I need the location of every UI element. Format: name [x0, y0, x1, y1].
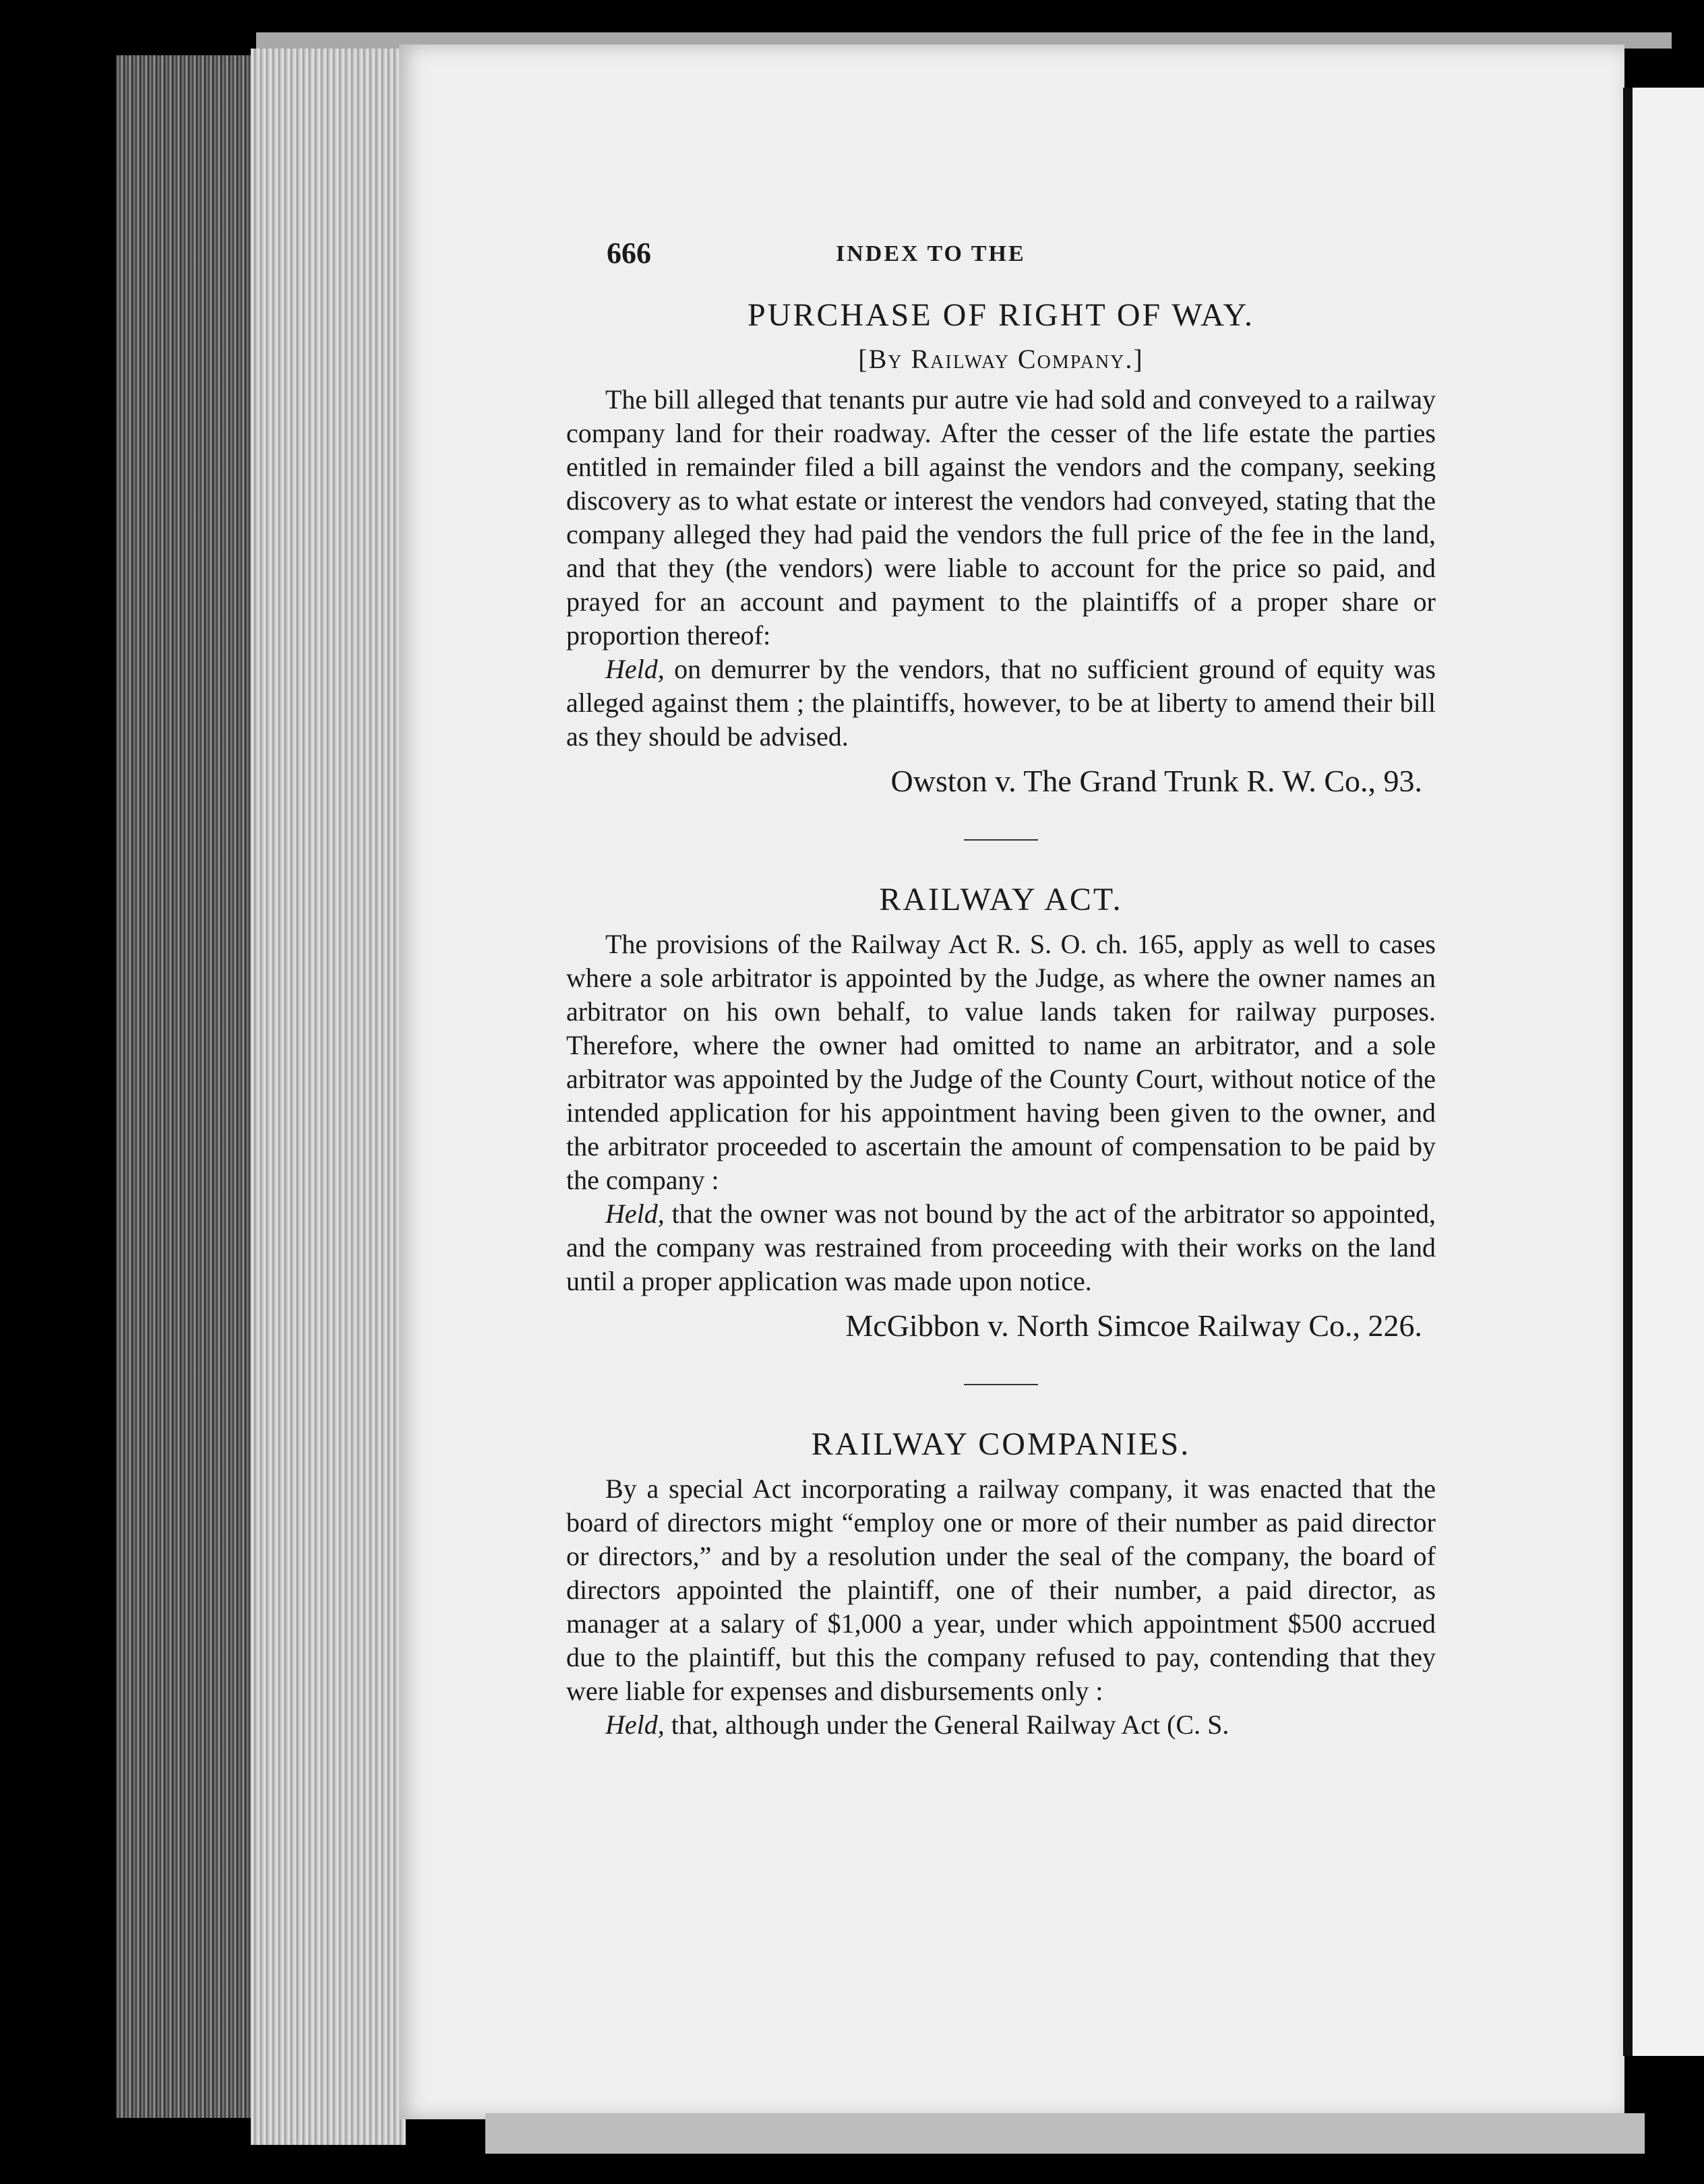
- section-railway-companies: [566, 1426, 1436, 1742]
- page-header: [566, 236, 1436, 297]
- section-purchase-right-of-way: [566, 297, 1436, 799]
- section-paragraph: The bill alleged that tenants pur autre vie had sold and conveyed to a railway company land for their roadway. After the cesser of the life estate the parties entitled in remainder filed a bill against the vendors and the company, seeking discovery as to what estate or interest the vendors had conveyed, stating that the company alleged they had paid the vendors the full price of the fee in the land, and that they (the vendors) were liable to account for the price so paid, and prayed for an account and payment to the plaintiffs of a proper share or proportion thereof:: [566, 384, 1436, 650]
- section-divider: [964, 1384, 1038, 1385]
- held-label: Held,: [605, 1199, 665, 1229]
- book-page-edges-light: [251, 49, 406, 2145]
- held-paragraph: [566, 653, 1436, 754]
- section-railway-act: [566, 881, 1436, 1343]
- section-title: PURCHASE OF RIGHT OF WAY.: [747, 297, 1255, 333]
- section-title: RAILWAY COMPANIES.: [811, 1426, 1191, 1462]
- section-title: RAILWAY ACT.: [879, 882, 1123, 917]
- held-label: Held,: [605, 1709, 665, 1740]
- section-divider: [964, 839, 1038, 841]
- section-subtitle: [By Railway Company.]: [858, 344, 1144, 374]
- held-paragraph: [566, 1197, 1436, 1298]
- case-citation: Owston v. The Grand Trunk R. W. Co., 93.: [890, 764, 1422, 798]
- held-text: that the owner was not bound by the act of the arbitrator so appointed, and the company was restrained from proceeding with their works on the land until a proper application was made upon notice.: [566, 1199, 1436, 1296]
- page-number: 666: [607, 237, 651, 270]
- book-bottom-edge: [485, 2113, 1645, 2154]
- page-content: [566, 236, 1436, 1742]
- held-label: Held,: [605, 654, 665, 684]
- case-citation: McGibbon v. North Simcoe Railway Co., 226.: [845, 1308, 1422, 1343]
- book-page-edges-dark: [116, 55, 251, 2118]
- running-head: INDEX TO THE: [836, 241, 1026, 266]
- section-paragraph: By a special Act incorporating a railway company, it was enacted that the board of directors might “employ one or more of their number as paid director or directors,” and by a resolution under the seal of the company, the board of directors appointed the plaintiff, one of their number, a paid director, as manager at a salary of $1,000 a year, under which appointment $500 accrued due to the plaintiff, but this the company refused to pay, contending that they were liable for expenses and disbursements only :: [566, 1474, 1436, 1706]
- section-paragraph: The provisions of the Railway Act R. S. O. ch. 165, apply as well to cases where a sole arbitrator is appointed by the Judge, as where the owner names an arbitrator on his own behalf, to value lands taken for railway purposes. Therefore, where the owner had omitted to name an arbitrator, and a sole arbitrator was appointed by the Judge of the County Court, without notice of the intended application for his appointment having been given to the owner, and the arbitrator proceeded to ascertain the amount of compensation to be paid by the company :: [566, 929, 1436, 1195]
- held-paragraph: [566, 1708, 1436, 1742]
- held-text: on demurrer by the vendors, that no sufficient ground of equity was alleged against them ; the plaintiffs, however, to be at liberty to amend their bill as they should be advised.: [566, 654, 1436, 752]
- adjacent-page: [1623, 88, 1704, 2056]
- held-text: that, although under the General Railway Act (C. S.: [664, 1709, 1229, 1740]
